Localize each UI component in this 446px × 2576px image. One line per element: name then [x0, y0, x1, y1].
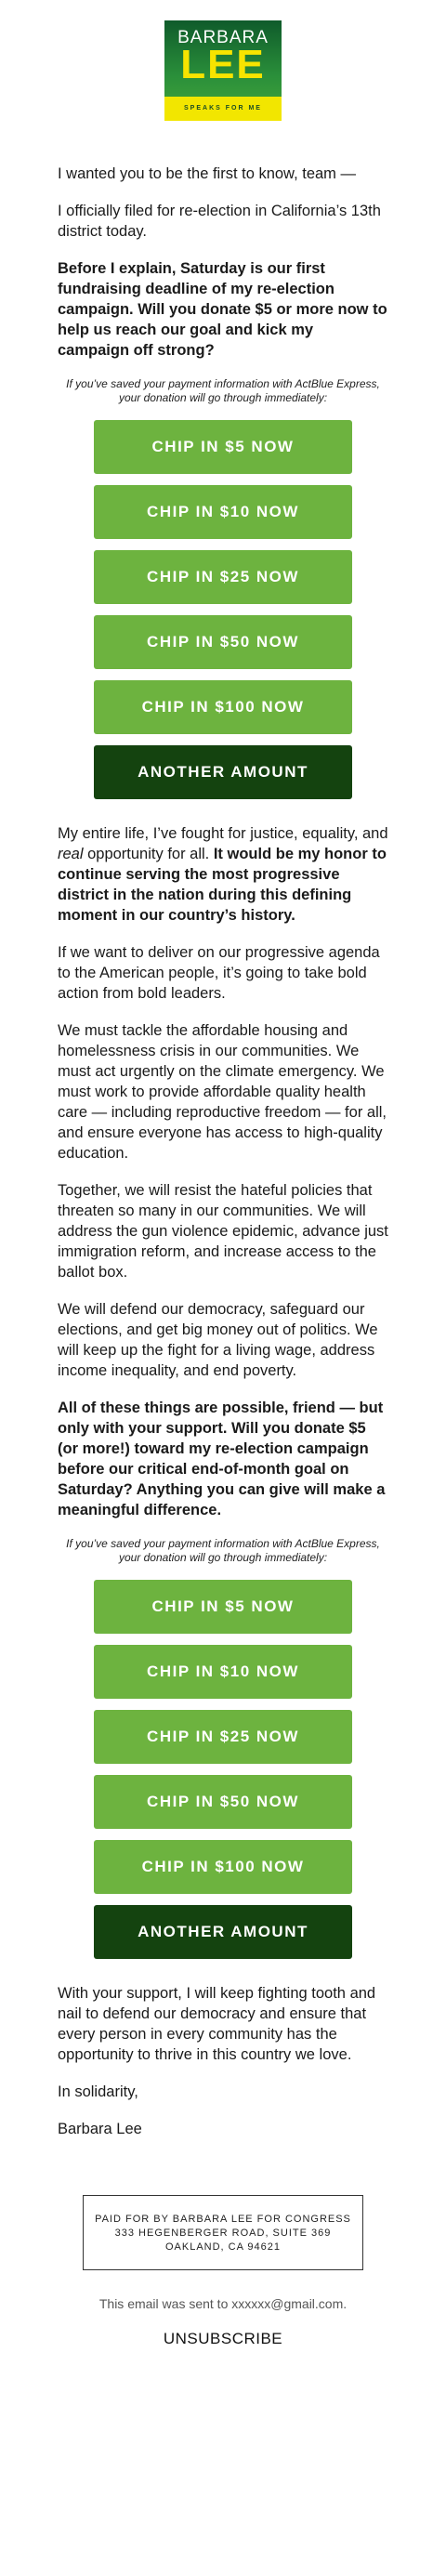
disclaimer-line-3: OAKLAND, CA 94621 [164, 2241, 281, 2253]
chip-in-5-button[interactable]: CHIP IN $5 NOW [94, 420, 352, 474]
body-paragraph-justice [58, 823, 388, 926]
disclaimer-line-2: 333 HEGENBERGER ROAD, SUITE 369 [114, 2228, 332, 2239]
closing-signature: Barbara Lee [58, 2121, 142, 2137]
logo-tagline: SPEAKS FOR ME [164, 97, 282, 121]
disclaimer-line-1: PAID FOR BY BARBARA LEE FOR CONGRESS [95, 2214, 351, 2225]
paid-for-disclaimer [83, 2195, 363, 2270]
donate-buttons-bottom [58, 1580, 388, 1959]
email-page [0, 20, 446, 2348]
logo-first-name: BARBARA [177, 28, 269, 47]
body-paragraph-resist: Together, we will resist the hateful policies that threaten so many in our communities. We will address the gun violence epidemic, advance just immigration reform, and increase access to the ballot box. [58, 1182, 388, 1281]
another-amount-button-2[interactable]: ANOTHER AMOUNT [94, 1905, 352, 1959]
body-paragraph-housing: We must tackle the affordable housing and homelessness crisis in our communities. We must act urgently on the climate emergency. We must work to provide affordable quality health care — including reproductive freedom — for all, and ensure everyone has access to high-quality education. [58, 1022, 387, 1162]
actblue-note-2: If you’ve saved your payment information with ActBlue Express, your donation will go through immediately: [66, 1537, 380, 1564]
intro-greeting: I wanted you to be the first to know, team — [58, 165, 357, 182]
body-paragraph-bold-action: If we want to deliver on our progressive agenda to the American people, it’s going to take bold action from bold leaders. [58, 944, 380, 1002]
chip-in-25-button-2[interactable]: CHIP IN $25 NOW [94, 1710, 352, 1764]
body-text: My entire life, I’ve fought for justice, equality, and [58, 825, 388, 842]
actblue-note: If you’ve saved your payment information with ActBlue Express, your donation will go through immediately: [66, 377, 380, 404]
body-strong: It would be my honor to continue serving the most progressive district in the nation during this defining moment in our country’s history. [58, 846, 387, 924]
chip-in-25-button[interactable]: CHIP IN $25 NOW [94, 550, 352, 604]
closing-paragraph: With your support, I will keep fighting tooth and nail to defend our democracy and ensure that every person in every community has the opportunity to thrive in this country we love. [58, 1985, 376, 2063]
body-emphasis: real [58, 846, 84, 862]
chip-in-100-button-2[interactable]: CHIP IN $100 NOW [94, 1840, 352, 1894]
intro-ask: Before I explain, Saturday is our first fundraising deadline of my re-election campaign. Will you donate $5 or more now to help us reach our goal and kick my campaign off strong? [58, 260, 387, 359]
donate-buttons-top [58, 420, 388, 799]
intro-announcement: I officially filed for re-election in California’s 13th district today. [58, 203, 381, 240]
chip-in-10-button[interactable]: CHIP IN $10 NOW [94, 485, 352, 539]
chip-in-10-button-2[interactable]: CHIP IN $10 NOW [94, 1645, 352, 1699]
chip-in-50-button[interactable]: CHIP IN $50 NOW [94, 615, 352, 669]
logo-last-name: LEE [180, 42, 266, 87]
sent-to-notice: This email was sent to xxxxxx@gmail.com. [98, 2296, 348, 2311]
email-content [0, 121, 446, 2139]
another-amount-button[interactable]: ANOTHER AMOUNT [94, 745, 352, 799]
chip-in-100-button[interactable]: CHIP IN $100 NOW [94, 680, 352, 734]
body-text: opportunity for all. [83, 846, 214, 862]
body-paragraph-democracy: We will defend our democracy, safeguard our elections, and get big money out of politics. We will keep up the fight for a living wage, address income inequality, and end poverty. [58, 1301, 378, 1379]
unsubscribe-link[interactable]: UNSUBSCRIBE [163, 2330, 283, 2347]
closing-signoff: In solidarity, [58, 2083, 138, 2100]
chip-in-5-button-2[interactable]: CHIP IN $5 NOW [94, 1580, 352, 1634]
barbara-lee-logo[interactable] [164, 20, 282, 121]
chip-in-50-button-2[interactable]: CHIP IN $50 NOW [94, 1775, 352, 1829]
body-paragraph-ask: All of these things are possible, friend — but only with your support. Will you donate $5 (or more!) toward my re-election campaign before our critical end-of-month goal on Saturday? Anything you can give will make a meaningful difference. [58, 1400, 386, 1518]
